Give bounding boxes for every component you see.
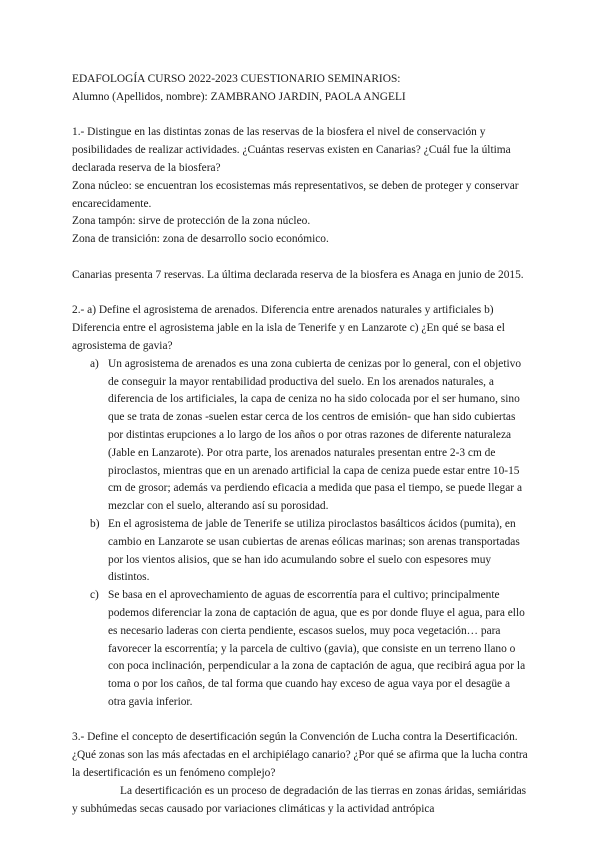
answer-2b-text: En el agrosistema de jable de Tenerife se utiliza piroclastos basálticos ácidos (pumita), en cambio en Lanzarote se usan cubiertas de arenas eólicas marinas; son arenas transportadas por los vientos alisios, que se han ido acumulando sobre el suelo con espesores muy distintos. — [108, 517, 520, 584]
document-body — [72, 71, 528, 818]
list-marker: b) — [90, 517, 100, 530]
answer-2a-text: Un agrosistema de arenados es una zona cubierta de cenizas por lo general, con el objetivo de conseguir la mayor rentabilidad productiva del suelo. En los arenados naturales, a diferencia de los artificiales, la capa de ceniza no ha sido colocada por el ser humano, sino que se trata de zonas -suelen estar cerca de los centros de emisión- que han sido cubiertas por distintas erupciones a lo largo de los años o por otras razones de diferente naturaleza (Jable en Lanzarote). Por otra parte, los arenados naturales presentan entre 2-3 cm de piroclastos, mientras que en un arenado artificial la capa de ceniza puede estar entre 10-15 cm de grosor; además va perdiendo eficacia a medida que pasa el tiempo, se puede llegar a mezclar con el suelo, alterando así su porosidad. — [108, 357, 522, 513]
answer-2c-text: Se basa en el aprovechamiento de aguas de escorrentía para el cultivo; principalmente podemos diferenciar la zona de captación de agua, que es por donde fluye el agua, para ello es necesario laderas con cierta pendiente, escasos suelos, muy poca vegetación… para favorecer la escorrentía; y la parcela de cultivo (gavia), que consiste en un terreno llano o con poca inclinación, perpendicular a la zona de captación de agua, que recibirá agua por la toma o por los caños, de tal forma que cuando hay exceso de agua vaya por el desagüe a otra gavia inferior. — [108, 589, 526, 708]
answer-2-list — [72, 356, 528, 712]
student-name: Alumno (Apellidos, nombre): ZAMBRANO JARDIN, PAOLA ANGELI — [72, 90, 406, 103]
list-marker: a) — [90, 357, 99, 370]
question-3: 3.- Define el concepto de desertificación según la Convención de Lucha contra la Desertificación. ¿Qué zonas son las más afectadas en el archipiélago canario? ¿Por qué se afirma que la lucha contra la desertificación es un fenómeno complejo? — [72, 731, 528, 780]
answer-1-zona-tampon: Zona tampón: sirve de protección de la zona núcleo. — [72, 215, 311, 228]
answer-2b — [72, 516, 528, 587]
answer-2c — [72, 587, 528, 712]
answer-1-zona-transicion: Zona de transición: zona de desarrollo socio económico. — [72, 233, 329, 246]
answer-1-zona-nucleo: Zona núcleo: se encuentran los ecosistemas más representativos, se deben de proteger y conservar encarecidamente. — [72, 179, 519, 210]
list-marker: c) — [90, 589, 99, 602]
answer-2a — [72, 356, 528, 516]
question-2: 2.- a) Define el agrosistema de arenados. Diferencia entre arenados naturales y artificiales b) Diferencia entre el agrosistema jable en la isla de Tenerife y en Lanzarote c) ¿En qué se basa el agrosistema de gavia? — [72, 304, 505, 352]
answer-3: La desertificación es un proceso de degradación de las tierras en zonas áridas, semiáridas y subhúmedas secas causado por variaciones climáticas y la actividad antrópica — [72, 784, 527, 815]
answer-1-reservas: Canarias presenta 7 reservas. La última declarada reserva de la biosfera es Anaga en junio de 2015. — [72, 268, 524, 281]
question-1: 1.- Distingue en las distintas zonas de las reservas de la biosfera el nivel de conservación y posibilidades de realizar actividades. ¿Cuántas reservas existen en Canarias? ¿Cuál fue la última declarada reserva de la biosfera? — [72, 126, 511, 174]
document-title: EDAFOLOGÍA CURSO 2022-2023 CUESTIONARIO SEMINARIOS: — [72, 73, 401, 85]
